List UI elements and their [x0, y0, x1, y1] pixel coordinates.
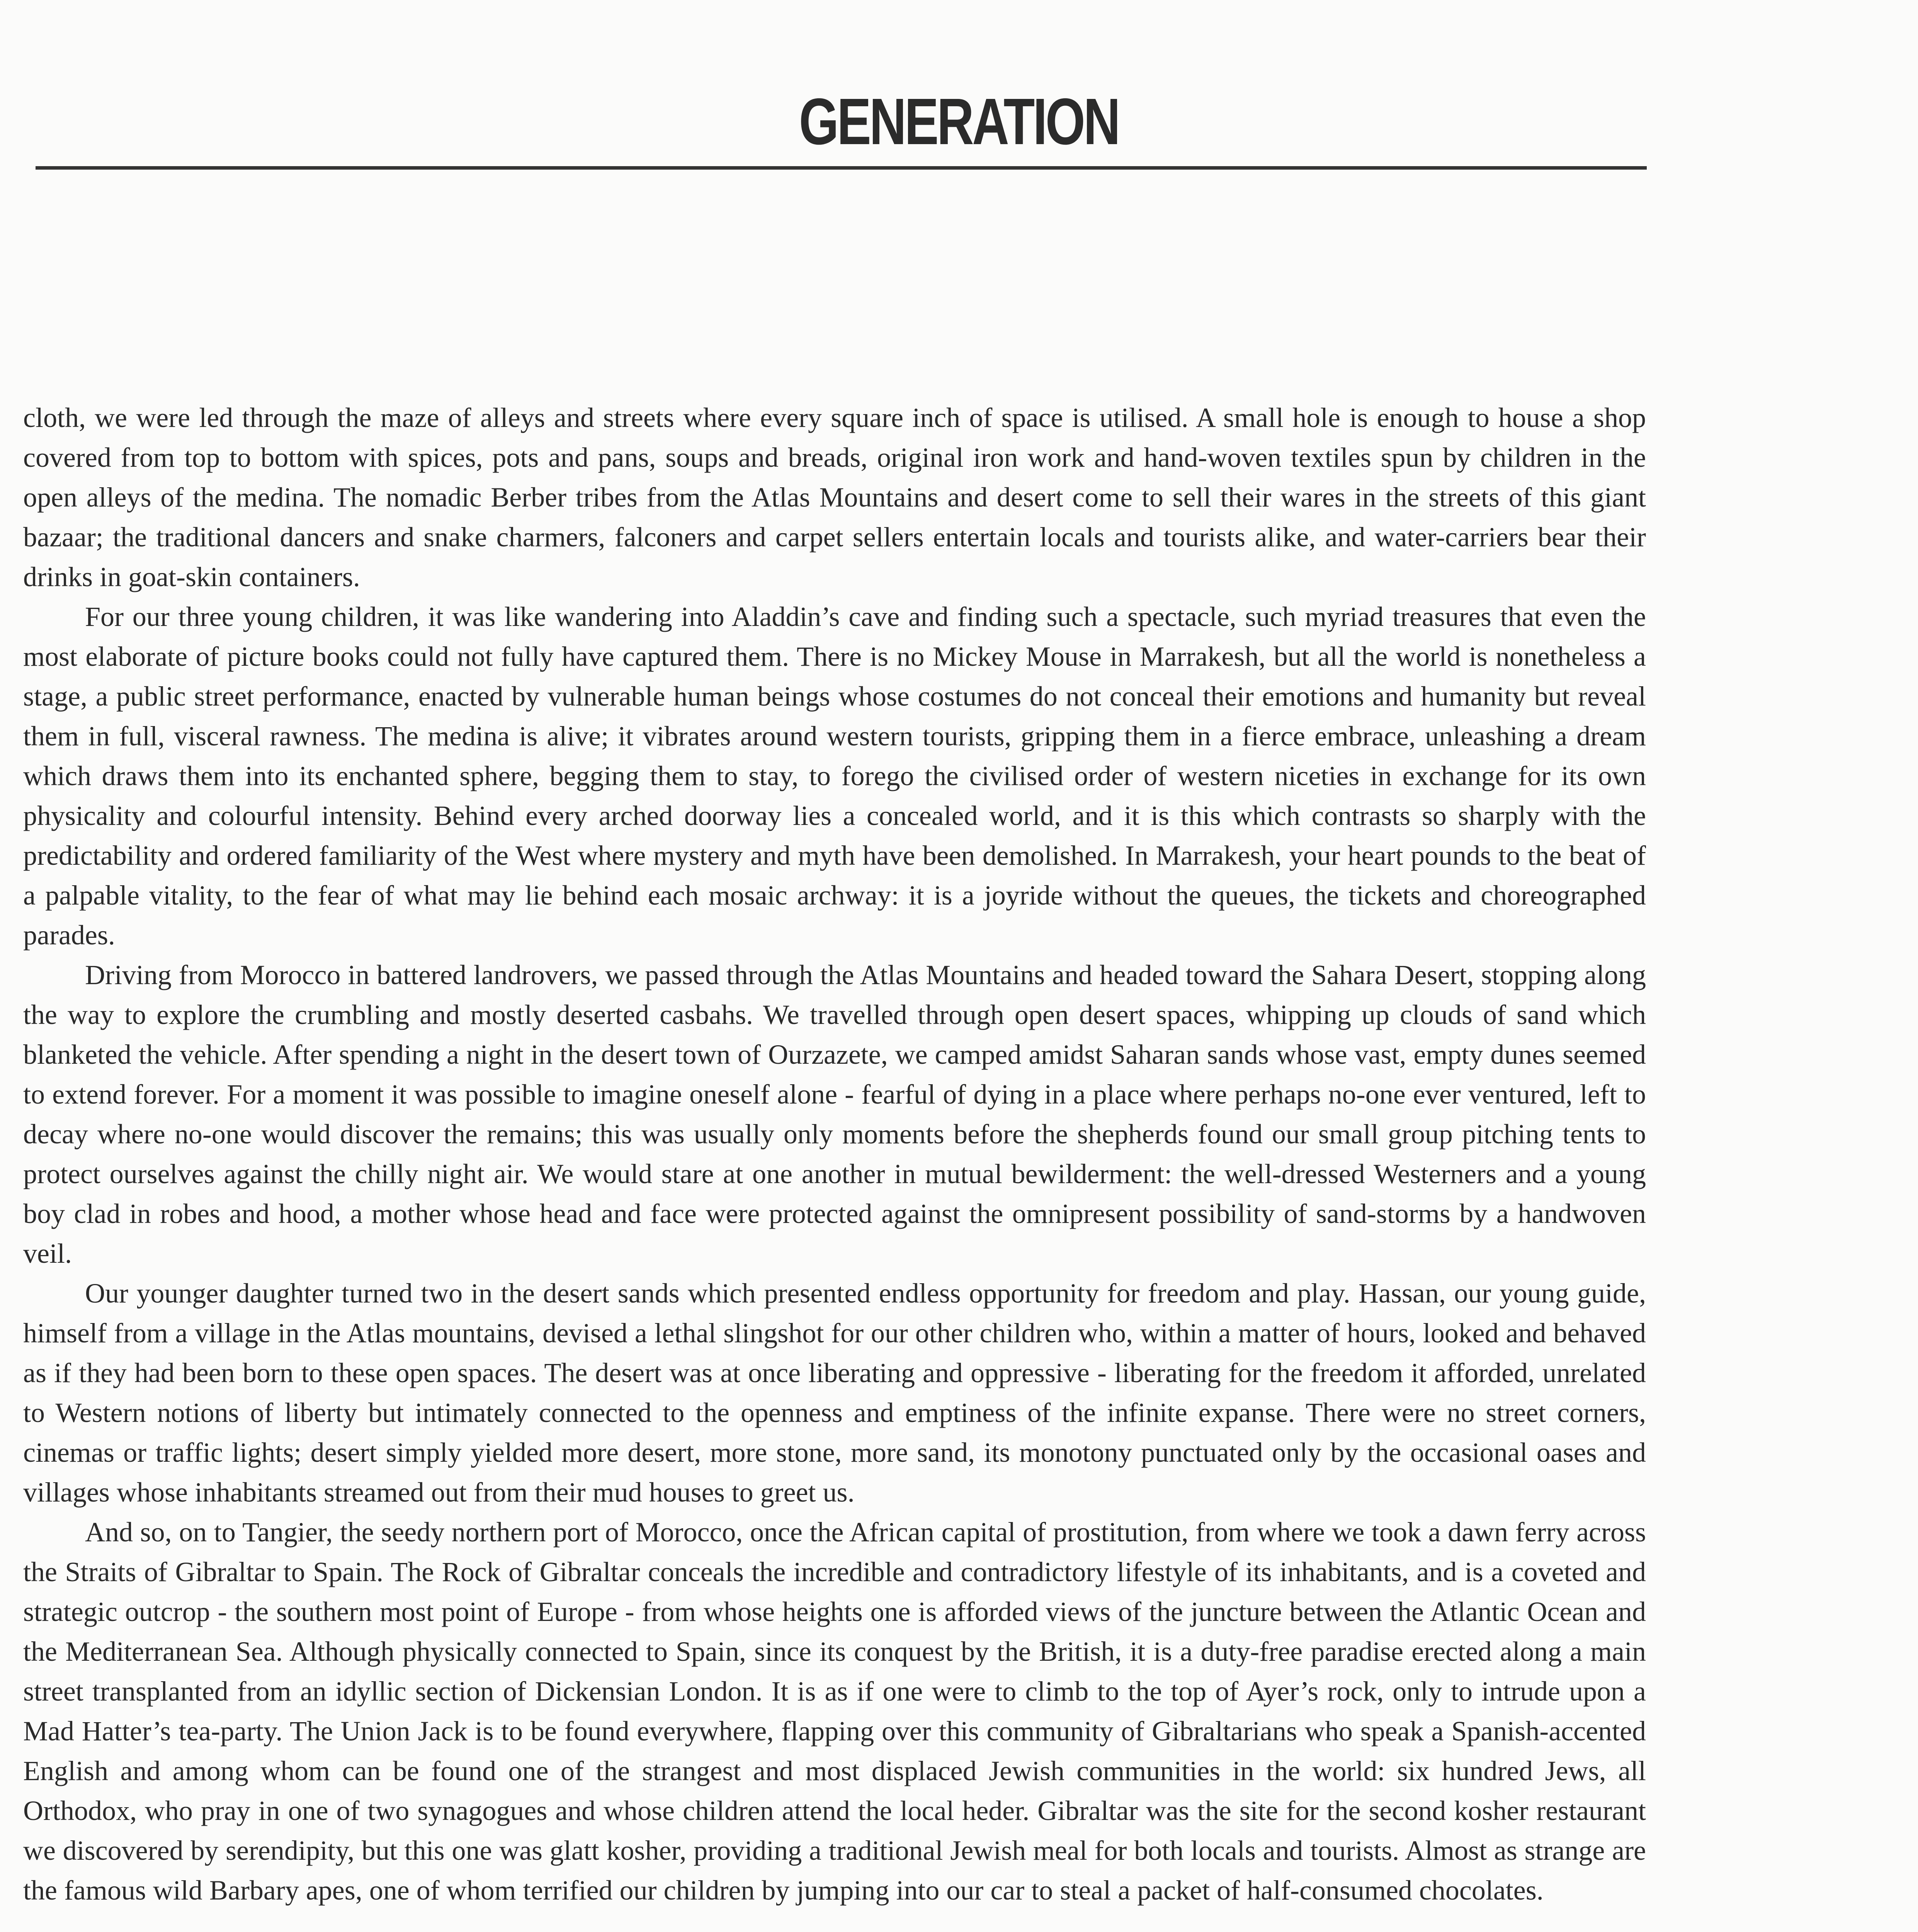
- article-paragraph: And so, on to Tangier, the seedy northern port of Morocco, once the African capital of prostitution, from where we took a dawn ferry across the Straits of Gibraltar to Spain. The Rock of Gibraltar conceals the incredible and contradictory lifestyle of its inhabitants, and is a coveted and strategic outcrop - the southern most point of Europe - from whose heights one is afforded views of the juncture between the Atlantic Ocean and the Mediterranean Sea. Although physically connected to Spain, since its conquest by the British, it is a duty-free paradise erected along a main street transplanted from an idyllic section of Dickensian London. It is as if one were to climb to the top of Ayer’s rock, only to intrude upon a Mad Hatter’s tea-party. The Union Jack is to be found everywhere, flapping over this community of Gibraltarians who speak a Spanish-accented English and among whom can be found one of the strangest and most displaced Jewish communities in the world: six hundred Jews, all Orthodox, who pray in one of two synagogues and whose children attend the local heder. Gibraltar was the site for the second kosher restaurant we discovered by serendipity, but this one was glatt kosher, providing a traditional Jewish meal for both locals and tourists. Almost as strange are the famous wild Barbary apes, one of whom terrified our children by jumping into our car to steal a packet of half-consumed chocolates.: [23, 1517, 1646, 1906]
- article-paragraph: Driving from Morocco in battered landrovers, we passed through the Atlas Mountains and headed toward the Sahara Desert, stopping along the way to explore the crumbling and mostly deserted casbahs. We travelled through open desert spaces, whipping up clouds of sand which blanketed the vehicle. After spending a night in the desert town of Ourzazete, we camped amidst Saharan sands whose vast, empty dunes seemed to extend forever. For a moment it was possible to imagine oneself alone - fearful of dying in a place where perhaps no-one ever ventured, left to decay where no-one would discover the remains; this was usually only moments before the shepherds found our small group pitching tents to protect ourselves against the chilly night air. We would stare at one another in mutual bewilderment: the well-dressed Westerners and a young boy clad in robes and hood, a mother whose head and face were protected against the omnipresent possibility of sand-storms by a handwoven veil.: [23, 959, 1646, 1269]
- masthead-title: GENERATION: [799, 85, 1119, 158]
- article-paragraph: Our younger daughter turned two in the desert sands which presented endless opportunity for freedom and play. Hassan, our young guide, himself from a village in the Atlas mountains, devised a lethal slingshot for our other children who, within a matter of hours, looked and behaved as if they had been born to these open spaces. The desert was at once liberating and oppressive - liberating for the freedom it afforded, unrelated to Western notions of liberty but intimately connected to the openness and emptiness of the infinite expanse. There were no street corners, cinemas or traffic lights; desert simply yielded more desert, more stone, more sand, its monotony punctuated only by the occasional oases and villages whose inhabitants streamed out from their mud houses to greet us.: [23, 1278, 1646, 1508]
- article-paragraph: cloth, we were led through the maze of alleys and streets where every square inch of space is utilised. A small hole is enough to house a shop covered from top to bottom with spices, pots and pans, soups and breads, original iron work and hand-woven textiles spun by children in the open alleys of the medina. The nomadic Berber tribes from the Atlas Mountains and desert come to sell their wares in the streets of this giant bazaar; the traditional dancers and snake charmers, falconers and carpet sellers entertain locals and tourists alike, and water-carriers bear their drinks in goat-skin containers.: [23, 402, 1646, 592]
- article-body: [23, 398, 1646, 1910]
- header-rule: [36, 166, 1647, 170]
- article-paragraph: For our three young children, it was like wandering into Aladdin’s cave and finding such a spectacle, such myriad treasures that even the most elaborate of picture books could not fully have captured them. There is no Mickey Mouse in Marrakesh, but all the world is nonetheless a stage, a public street performance, enacted by vulnerable human beings whose costumes do not conceal their emotions and humanity but reveal them in full, visceral rawness. The medina is alive; it vibrates around western tourists, gripping them in a fierce embrace, unleashing a dream which draws them into its enchanted sphere, begging them to stay, to forego the civilised order of western niceties in exchange for its own physicality and colourful intensity. Behind every arched doorway lies a concealed world, and it is this which contrasts so sharply with the predictability and ordered familiarity of the West where mystery and myth have been demolished. In Marrakesh, your heart pounds to the beat of a palpable vitality, to the fear of what may lie behind each mosaic archway: it is a joyride without the queues, the tickets and choreographed parades.: [23, 601, 1646, 951]
